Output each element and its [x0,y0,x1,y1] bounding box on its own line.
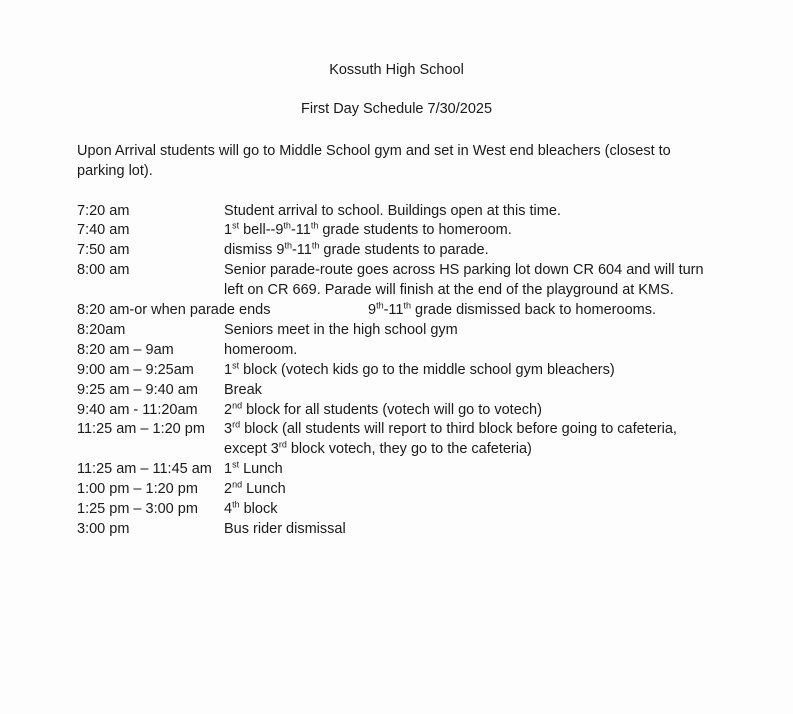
schedule-description: 9th-11th grade dismissed back to homerooms. [368,300,656,318]
schedule-time: 9:40 am - 11:20am [77,402,198,418]
schedule-description: 2nd Lunch [224,479,286,497]
schedule-description: Bus rider dismissal [224,521,346,537]
schedule-description: 2nd block for all students (votech will go to votech) [224,400,542,418]
schedule-time: 7:40 am [77,222,130,238]
schedule-description: homeroom. [224,342,298,358]
school-name: Kossuth High School [329,62,464,78]
schedule-description: 1st bell--9th-11th grade students to homeroom. [224,220,512,238]
schedule-time: 11:25 am – 1:20 pm [77,421,205,437]
schedule-time: 8:20 am-or when parade ends [77,302,271,318]
schedule-time: 11:25 am – 11:45 am [77,461,212,477]
schedule-description: 1st Lunch [224,459,283,477]
schedule-time: 9:25 am – 9:40 am [77,382,198,398]
schedule-description: 3rd block (all students will report to third block before going to cafeteria, except 3rd block votech, they go to the cafeteria) [224,419,677,457]
schedule-time: 9:00 am – 9:25am [77,362,194,378]
schedule-time: 8:00 am [77,262,130,278]
schedule-time: 7:50 am [77,242,130,258]
schedule-description: 4th block [224,499,278,517]
schedule-time: 7:20 am [77,203,130,219]
schedule-time: 8:20 am – 9am [77,342,174,358]
schedule-time: 1:00 pm – 1:20 pm [77,481,198,497]
arrival-instructions: Upon Arrival students will go to Middle School gym and set in West end bleachers (closest to parking lot). [77,143,671,179]
schedule-time: 1:25 pm – 3:00 pm [77,501,198,517]
schedule-description: Student arrival to school. Buildings open at this time. [224,203,561,219]
schedule-description: Seniors meet in the high school gym [224,322,458,338]
schedule-description: 1st block (votech kids go to the middle school gym bleachers) [224,360,615,378]
schedule-time: 8:20am [77,322,126,338]
schedule-description: dismiss 9th-11th grade students to parade. [224,240,489,258]
schedule-description: Break [224,382,262,398]
schedule-description: Senior parade-route goes across HS parking lot down CR 604 and will turn left on CR 669. Parade will finish at the end of the playground at KMS. [224,262,704,298]
schedule-title: First Day Schedule 7/30/2025 [300,101,493,117]
schedule-time: 3:00 pm [77,521,130,537]
